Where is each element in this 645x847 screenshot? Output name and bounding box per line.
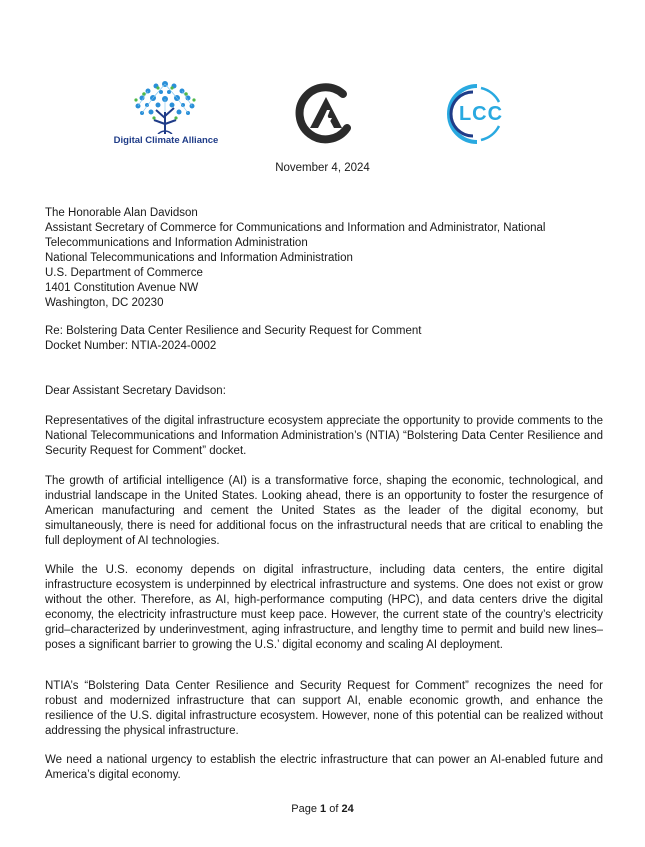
page-footer [0, 803, 645, 815]
body-paragraph: Representatives of the digital infrastructure ecosystem appreciate the opportunity to provide comments to the National Telecommunications and Information Administration’s (NTIA) “Bolstering Data Center Resilience and Security Request for Comment” docket. [45, 415, 603, 457]
re-subject: Re: Bolstering Data Center Resilience and Security Request for Comment [45, 325, 422, 337]
total-pages: 24 [341, 803, 354, 815]
body-paragraph: The growth of artificial intelligence (AI) is a transformative force, shaping the economic, technological, and industrial landscape in the United States. Looking ahead, there is an opportunity to foster the resurgence of American manufacturing and cement the United States as the leader of the digital economy, but simultaneously, there is need for additional focus on the infrastructural needs that are critical to enabling the full deployment of AI technologies. [45, 475, 603, 547]
address-line: 1401 Constitution Avenue NW [45, 282, 199, 294]
address-line: National Telecommunications and Information Administration [45, 252, 353, 264]
salutation: Dear Assistant Secretary Davidson: [45, 385, 226, 397]
of-word: of [329, 803, 339, 815]
recipient-address [45, 206, 603, 311]
logo-row [0, 78, 645, 158]
page-word: Page [291, 803, 317, 815]
lcc-logo [437, 80, 529, 146]
lcc-logo-text: LCC [458, 103, 504, 125]
current-page: 1 [320, 803, 327, 815]
digital-climate-alliance-logo [100, 78, 232, 152]
letter-date: November 4, 2024 [275, 162, 370, 174]
address-line: Assistant Secretary of Commerce for Communications and Information and Administrator, National [45, 222, 546, 234]
tree-network-icon [128, 78, 202, 134]
re-line [45, 324, 603, 354]
address-line: The Honorable Alan Davidson [45, 207, 198, 219]
dca-caption: Digital Climate Alliance [113, 135, 219, 146]
ca-lightning-icon [293, 80, 359, 146]
body-paragraph: NTIA’s “Bolstering Data Center Resilience and Security Request for Comment” recognizes the need for robust and modernized infrastructure that can support AI, enable economic growth, and enhance the resilience of the U.S. digital infrastructure ecosystem. However, none of this potential can be realized without addressing the physical infrastructure. [45, 680, 603, 737]
address-line: Telecommunications and Information Administration [45, 237, 308, 249]
body-paragraph: While the U.S. economy depends on digital infrastructure, including data centers, the entire digital infrastructure ecosystem is underpinned by electrical infrastructure and systems. One does not exist or grow without the other. Therefore, as AI, high-performance computing (HPC), and data centers drive the digital economy, the electricity infrastructure must keep pace. However, the current state of the country’s electricity grid–characterized by underinvestment, aging infrastructure, and lengthy time to permit and build new lines–poses a significant barrier to growing the U.S.’ digital economy and scaling AI deployment. [45, 564, 603, 651]
body-paragraph: We need a national urgency to establish the electric infrastructure that can power an AI-enabled future and America’s digital economy. [45, 754, 603, 781]
docket-number: Docket Number: NTIA-2024-0002 [45, 340, 217, 352]
address-line: U.S. Department of Commerce [45, 267, 203, 279]
address-line: Washington, DC 20230 [45, 297, 164, 309]
